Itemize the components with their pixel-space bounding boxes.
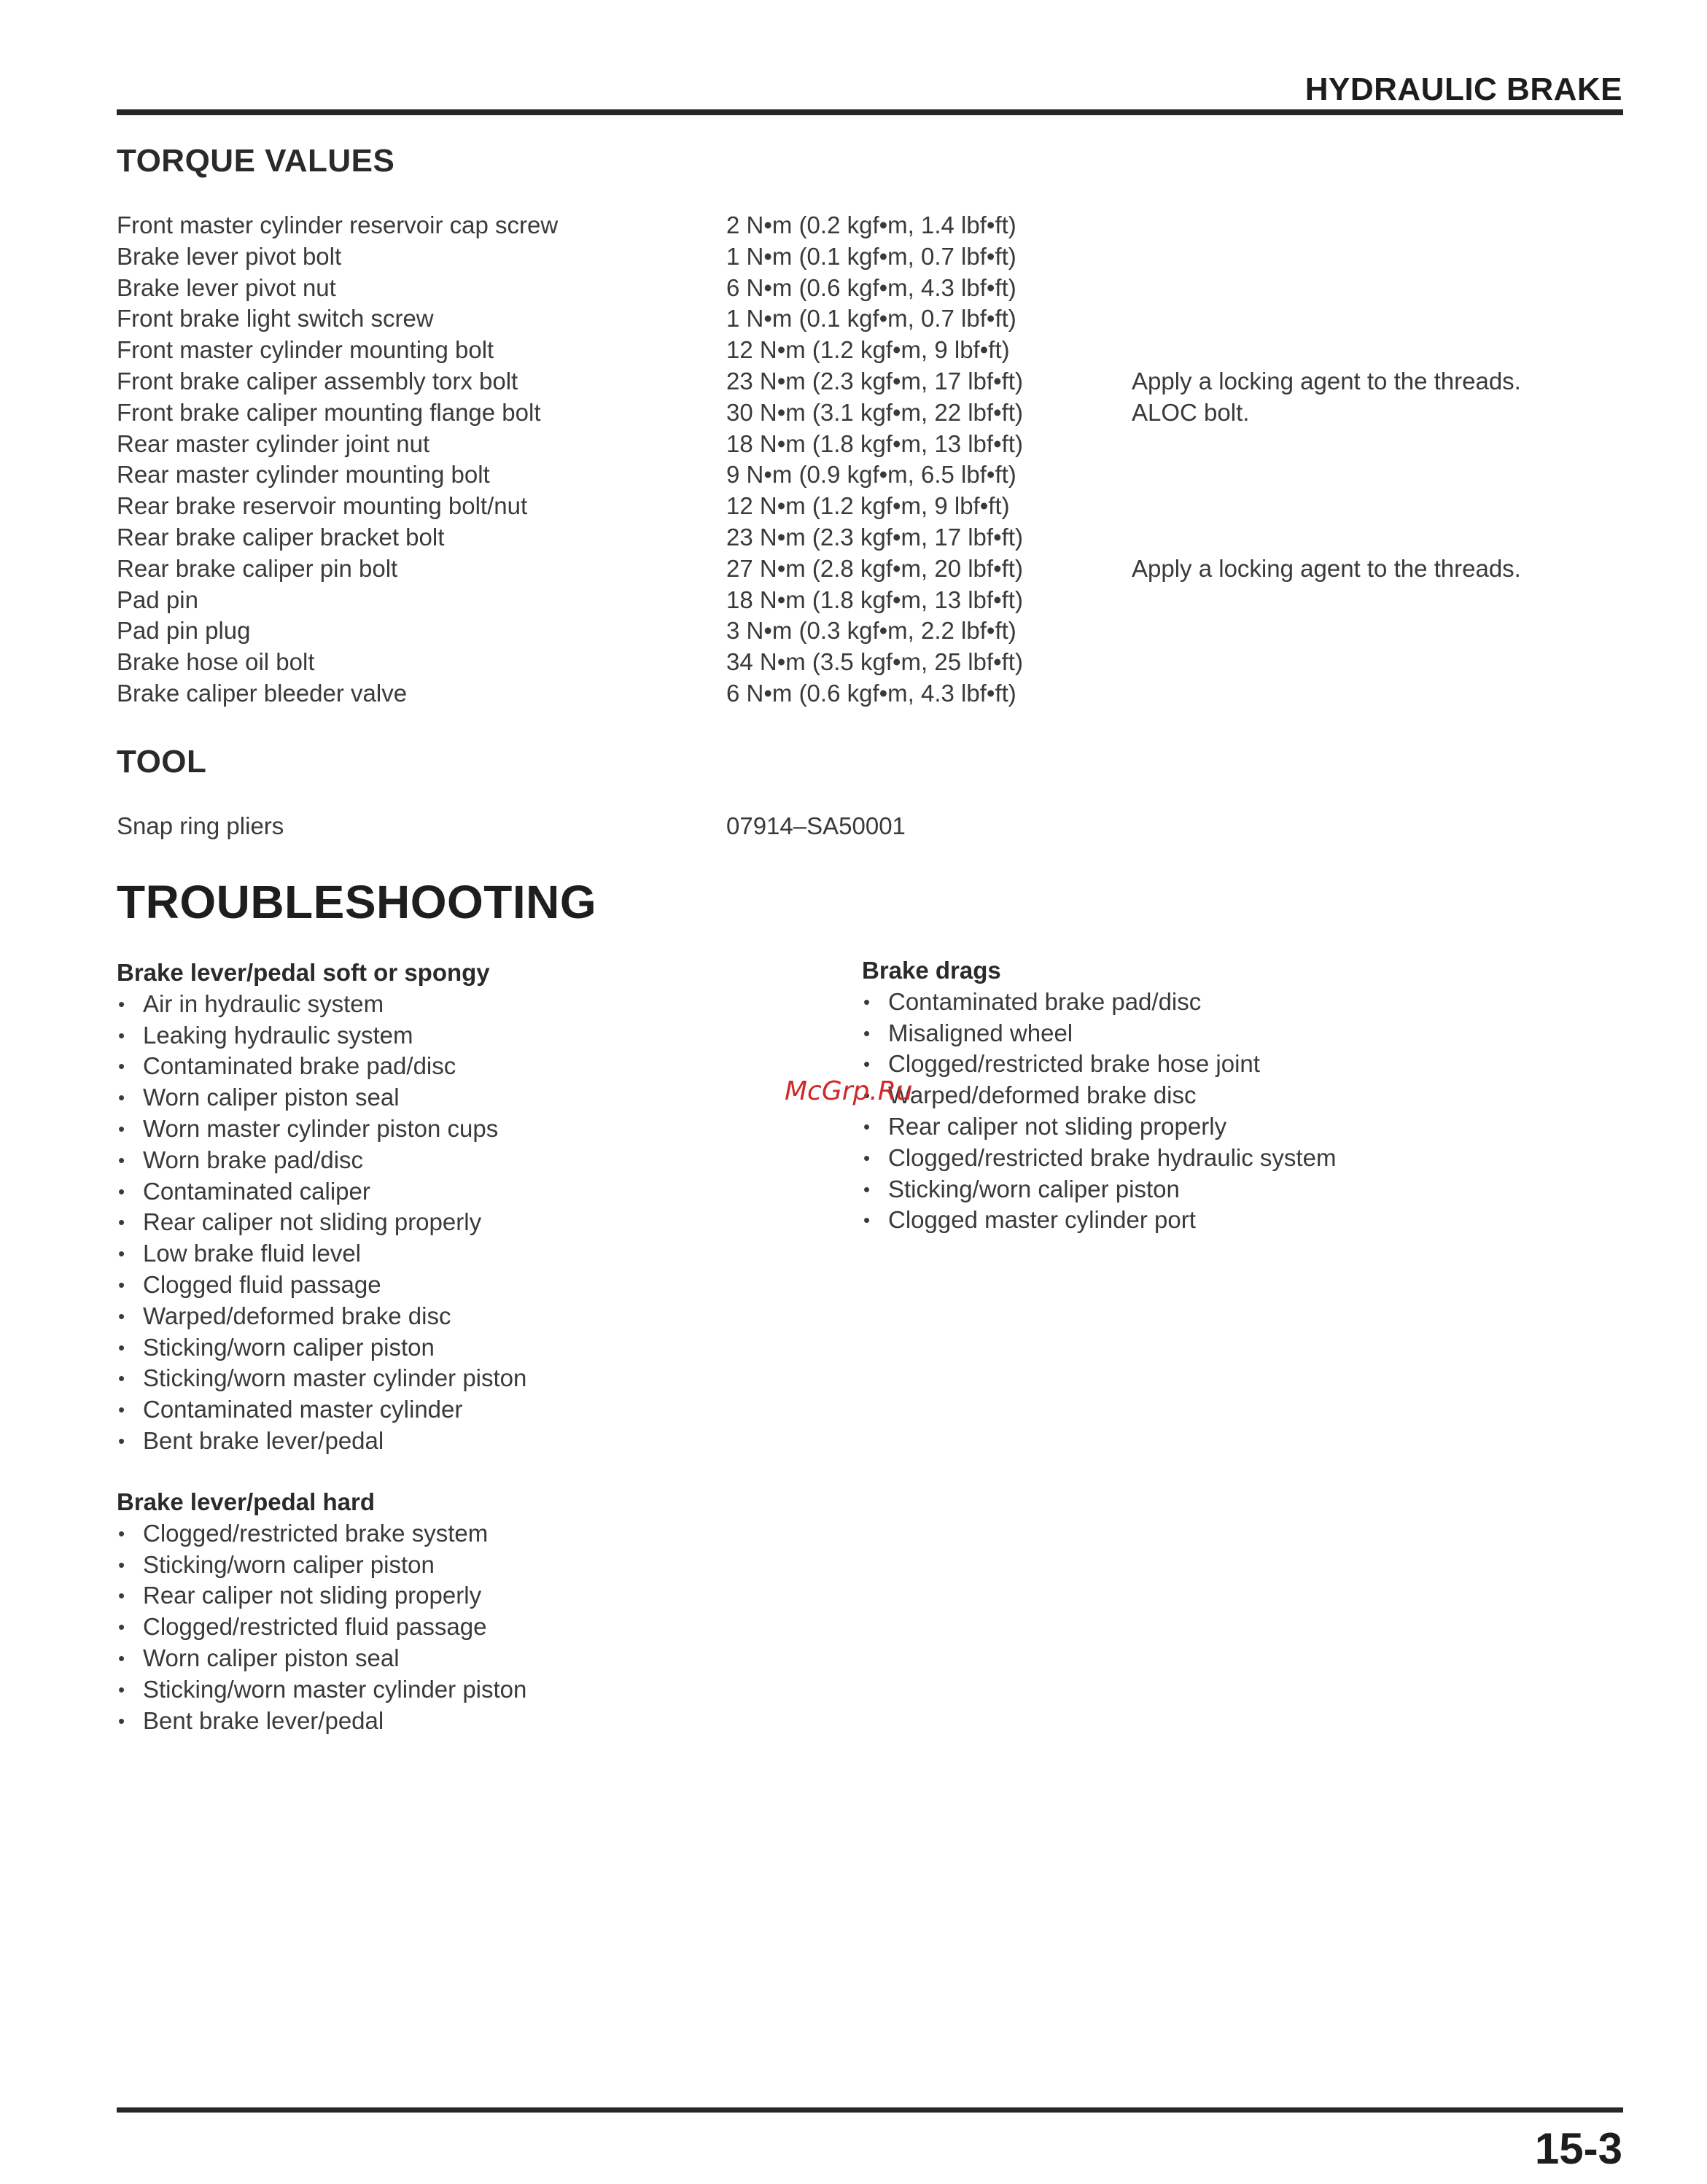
- torque-value: 1 N•m (0.1 kgf•m, 0.7 lbf•ft): [726, 242, 1016, 270]
- list-item: • Leaking hydraulic system: [117, 1020, 526, 1052]
- torque-value: 27 N•m (2.8 kgf•m, 20 lbf•ft): [726, 554, 1023, 582]
- torque-note: [1132, 615, 1633, 647]
- troubleshooting-group-hard: [117, 1487, 526, 1736]
- torque-value: 30 N•m (3.1 kgf•m, 22 lbf•ft): [726, 398, 1023, 426]
- list-item: • Bent brake lever/pedal: [117, 1426, 526, 1457]
- tool-name: Snap ring pliers: [117, 812, 284, 839]
- torque-row: [117, 585, 1633, 616]
- torque-note: ALOC bolt.: [1132, 398, 1250, 426]
- list-item: • Low brake fluid level: [117, 1238, 526, 1270]
- torque-row: [117, 397, 1633, 429]
- torque-value: 2 N•m (0.2 kgf•m, 1.4 lbf•ft): [726, 211, 1016, 238]
- list-item: • Contaminated caliper: [117, 1176, 526, 1208]
- tool-number: 07914–SA50001: [726, 812, 906, 839]
- torque-note: [1132, 429, 1633, 460]
- torque-note: [1132, 585, 1633, 616]
- torque-row: [117, 273, 1633, 304]
- torque-note: [1132, 273, 1633, 304]
- site-watermark: McGrp.Ru: [785, 1076, 913, 1106]
- page-number: 15-3: [1534, 2124, 1622, 2173]
- troubleshooting-group-soft-spongy: [117, 957, 526, 1457]
- torque-note: [1132, 491, 1633, 522]
- torque-item: Front brake light switch screw: [117, 305, 434, 333]
- torque-item: Rear master cylinder joint nut: [117, 430, 430, 457]
- tool-row: [117, 812, 906, 840]
- torque-item: Rear master cylinder mounting bolt: [117, 461, 490, 489]
- torque-value: 1 N•m (0.1 kgf•m, 0.7 lbf•ft): [726, 305, 1016, 333]
- torque-item: Brake hose oil bolt: [117, 648, 315, 676]
- torque-row: [117, 522, 1633, 553]
- group-heading: Brake drags: [862, 957, 1001, 984]
- torque-item: Front master cylinder mounting bolt: [117, 336, 494, 364]
- list-item: • Worn master cylinder piston cups: [117, 1114, 526, 1145]
- list-item: • Worn brake pad/disc: [117, 1145, 526, 1176]
- list-item: • Sticking/worn caliper piston: [117, 1332, 526, 1364]
- torque-value: 18 N•m (1.8 kgf•m, 13 lbf•ft): [726, 430, 1023, 457]
- torque-item: Front brake caliper assembly torx bolt: [117, 367, 518, 395]
- group-heading: Brake lever/pedal soft or spongy: [117, 959, 490, 986]
- torque-item: Front brake caliper mounting flange bolt: [117, 398, 541, 426]
- torque-item: Pad pin plug: [117, 617, 251, 645]
- torque-note: [1132, 459, 1633, 491]
- torque-note: [1132, 647, 1633, 678]
- torque-item: Brake lever pivot bolt: [117, 242, 342, 270]
- torque-item: Pad pin: [117, 586, 198, 613]
- troubleshooting-group-drags: [862, 955, 1336, 1236]
- list-item: • Contaminated brake pad/disc: [862, 987, 1336, 1018]
- torque-table-body: [117, 210, 1633, 710]
- torque-note: [1132, 678, 1633, 710]
- torque-value: 12 N•m (1.2 kgf•m, 9 lbf•ft): [726, 336, 1010, 364]
- list-item: • Sticking/worn master cylinder piston: [117, 1674, 526, 1706]
- torque-note: Apply a locking agent to the threads.: [1132, 367, 1521, 395]
- list-item: • Sticking/worn caliper piston: [862, 1174, 1336, 1205]
- torque-value: 34 N•m (3.5 kgf•m, 25 lbf•ft): [726, 648, 1023, 676]
- tool-title: TOOL: [117, 744, 207, 780]
- group-heading: Brake lever/pedal hard: [117, 1488, 376, 1515]
- torque-row: [117, 335, 1633, 366]
- list-item: • Worn caliper piston seal: [117, 1082, 526, 1114]
- torque-note: [1132, 303, 1633, 335]
- list-item: • Clogged master cylinder port: [862, 1205, 1336, 1236]
- torque-row: [117, 678, 1633, 710]
- torque-note: [1132, 522, 1633, 553]
- list-item: • Warped/deformed brake disc: [862, 1080, 1336, 1111]
- list-item: • Sticking/worn caliper piston: [117, 1550, 526, 1581]
- torque-row: [117, 210, 1633, 241]
- header-rule: [117, 109, 1623, 115]
- torque-note: [1132, 241, 1633, 273]
- torque-row: [117, 366, 1633, 397]
- torque-row: [117, 491, 1633, 522]
- torque-value: 12 N•m (1.2 kgf•m, 9 lbf•ft): [726, 492, 1010, 520]
- torque-values-table: [117, 210, 1633, 710]
- torque-item: Rear brake caliper bracket bolt: [117, 523, 445, 551]
- torque-item: Brake lever pivot nut: [117, 273, 336, 301]
- list-item: • Clogged/restricted brake hose joint: [862, 1049, 1336, 1080]
- torque-item: Front master cylinder reservoir cap screw: [117, 211, 559, 238]
- torque-value: 6 N•m (0.6 kgf•m, 4.3 lbf•ft): [726, 679, 1016, 707]
- troubleshooting-title: TROUBLESHOOTING: [117, 876, 597, 928]
- torque-item: Rear brake caliper pin bolt: [117, 554, 398, 582]
- list-item: • Misaligned wheel: [862, 1018, 1336, 1049]
- torque-value: 6 N•m (0.6 kgf•m, 4.3 lbf•ft): [726, 273, 1016, 301]
- torque-row: [117, 241, 1633, 273]
- list-item: • Rear caliper not sliding properly: [117, 1580, 526, 1612]
- list-item: • Warped/deformed brake disc: [117, 1301, 526, 1332]
- torque-row: [117, 429, 1633, 460]
- torque-note: [1132, 210, 1633, 241]
- torque-row: [117, 615, 1633, 647]
- torque-value: 23 N•m (2.3 kgf•m, 17 lbf•ft): [726, 523, 1023, 551]
- torque-note: Apply a locking agent to the threads.: [1132, 554, 1521, 582]
- list-item: • Worn caliper piston seal: [117, 1643, 526, 1674]
- cause-list: [117, 1518, 526, 1737]
- list-item: • Rear caliper not sliding properly: [117, 1207, 526, 1238]
- list-item: • Clogged/restricted brake hydraulic system: [862, 1143, 1336, 1174]
- cause-list: [862, 987, 1336, 1236]
- list-item: • Sticking/worn master cylinder piston: [117, 1363, 526, 1394]
- torque-note: [1132, 335, 1633, 366]
- cause-list: [117, 989, 526, 1457]
- torque-value: 3 N•m (0.3 kgf•m, 2.2 lbf•ft): [726, 617, 1016, 645]
- list-item: • Contaminated master cylinder: [117, 1394, 526, 1426]
- torque-row: [117, 459, 1633, 491]
- torque-item: Rear brake reservoir mounting bolt/nut: [117, 492, 528, 520]
- list-item: • Contaminated brake pad/disc: [117, 1051, 526, 1082]
- footer-rule: [117, 2107, 1623, 2113]
- torque-item: Brake caliper bleeder valve: [117, 679, 408, 707]
- list-item: • Clogged/restricted brake system: [117, 1518, 526, 1550]
- list-item: • Air in hydraulic system: [117, 989, 526, 1020]
- list-item: • Bent brake lever/pedal: [117, 1706, 526, 1737]
- torque-value: 23 N•m (2.3 kgf•m, 17 lbf•ft): [726, 367, 1023, 395]
- torque-row: [117, 303, 1633, 335]
- torque-row: [117, 553, 1633, 585]
- list-item: • Clogged/restricted fluid passage: [117, 1612, 526, 1643]
- running-header: HYDRAULIC BRAKE: [1304, 71, 1622, 107]
- list-item: • Clogged fluid passage: [117, 1270, 526, 1301]
- torque-values-title: TORQUE VALUES: [117, 143, 395, 179]
- torque-value: 18 N•m (1.8 kgf•m, 13 lbf•ft): [726, 586, 1023, 613]
- torque-value: 9 N•m (0.9 kgf•m, 6.5 lbf•ft): [726, 461, 1016, 489]
- list-item: • Rear caliper not sliding properly: [862, 1111, 1336, 1143]
- torque-row: [117, 647, 1633, 678]
